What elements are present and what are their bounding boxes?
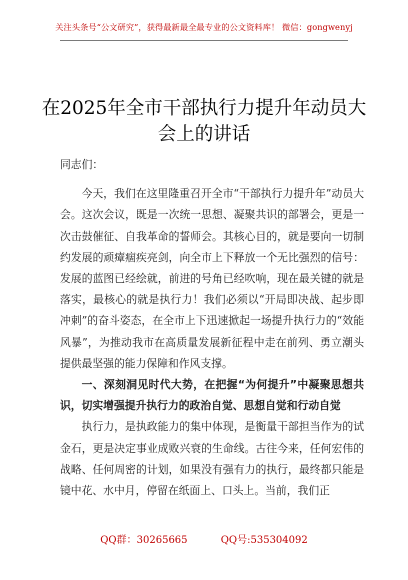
header-divider: [60, 40, 348, 41]
salutation: 同志们：: [60, 158, 104, 171]
document-title: 在2025年全市干部执行力提升年动员大会上的讲话: [41, 98, 367, 146]
opening-paragraph: 今天，我们在这里隆重召开全市“干部执行力提升年”动员大会。这次会议，既是一次统一思想、凝聚共识的部署会，更是一次击鼓催征、自我革命的誓师会。其核心目的，就是要向一切制约发展的顽瘴痼疾亮剑，向全市上下释放一个无比强烈的信号：发展的蓝图已经绘就，前进的号角已经吹响，现在最关键的就是落实，最核心的就是执行力！我们必须以“开局即决战、起步即冲刺”的奋斗姿态，在全市上下迅速掀起一场提升执行力的“效能风暴”，为推动我市在高质量发展新征程中走在前列、勇立潮头提供最坚强的能力保障和作风支撑。: [60, 187, 364, 370]
footer-qq-group: QQ群：30265665: [100, 535, 188, 546]
document-body: [60, 154, 364, 501]
footer-qq-number: QQ号:535304092: [220, 535, 308, 546]
section-1-paragraph: 执行力，是执政能力的集中体现，是衡量干部担当作为的试金石，更是决定事业成败兴衰的生命线。古往今来，任何宏伟的战略、任何周密的计划，如果没有强有力的执行，最终都只能是镜中花、水中月，停留在纸面上、口头上。当前，我们正: [60, 420, 364, 498]
footer-contact: [0, 531, 408, 546]
header-note: 关注头条号“公文研究”，获得最新最全最专业的公文资料库！ 微信：gongwenyj: [55, 22, 353, 32]
section-heading-1: 一、深刻洞见时代大势，在把握“为何提升”中凝聚思想共识，切实增强提升执行力的政治自觉、思想自觉和行动自觉: [60, 378, 364, 413]
